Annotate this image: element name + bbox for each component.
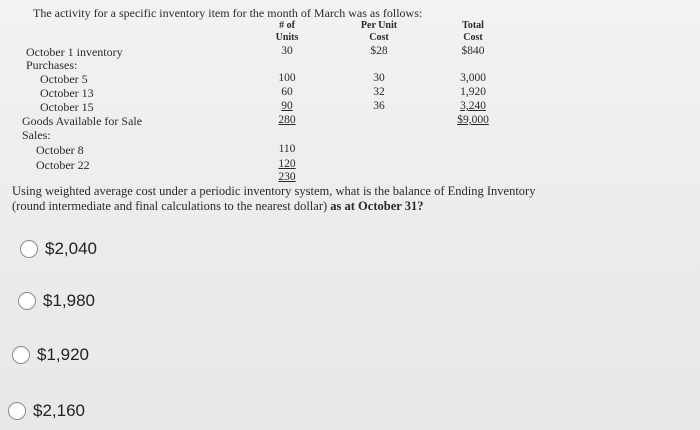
- purchase-oct15-label: October 15: [40, 100, 94, 114]
- beginning-inventory-label: October 1 inventory: [26, 45, 123, 59]
- purchase-oct13-unit-cost: 32: [373, 86, 385, 98]
- question-line2-normal: (round intermediate and final calculations to the nearest dollar): [12, 199, 328, 213]
- goods-available-label: Goods Available for Sale: [22, 114, 143, 128]
- sale-oct22-units: 120: [278, 158, 296, 170]
- units-header-line1: # of: [279, 20, 295, 31]
- radio-button-4[interactable]: [8, 402, 26, 420]
- unit-cost-header-line1: Per Unit: [360, 20, 398, 31]
- purchase-oct13-units: 60: [281, 86, 293, 98]
- total-cost-header-line1: Total: [462, 20, 484, 31]
- purchase-oct15-total: 3,240: [460, 100, 486, 112]
- purchase-oct5-unit-cost: 30: [373, 72, 385, 84]
- purchases-label: Purchases:: [26, 58, 78, 72]
- answer-option-2[interactable]: [18, 291, 95, 311]
- answer-option-1[interactable]: [20, 239, 97, 259]
- question-line2: [12, 199, 423, 214]
- units-header: [262, 20, 312, 44]
- purchase-oct5-total: 3,000: [460, 72, 486, 84]
- radio-button-2[interactable]: [18, 292, 36, 310]
- sales-total-units: 230: [278, 171, 296, 183]
- beginning-total: $840: [461, 45, 485, 57]
- answer-option-4[interactable]: [8, 401, 85, 421]
- unit-cost-header-line2: Cost: [369, 32, 389, 43]
- problem-title: The activity for a specific inventory item for the month of March was as follows:: [33, 6, 423, 20]
- purchase-oct13-total: 1,920: [460, 86, 486, 98]
- question-line1: Using weighted average cost under a periodic inventory system, what is the balance of Ending Inventory: [12, 184, 536, 198]
- radio-button-3[interactable]: [12, 346, 30, 364]
- purchase-oct15-unit-cost: 36: [373, 100, 385, 112]
- sales-label: Sales:: [22, 128, 51, 142]
- radio-button-1[interactable]: [20, 240, 38, 258]
- total-cost-header-line2: Cost: [463, 32, 483, 43]
- sale-oct8-label: October 8: [36, 143, 84, 157]
- answer-option-4-label[interactable]: $2,160: [33, 401, 85, 420]
- sale-oct22-label: October 22: [36, 158, 90, 172]
- purchase-oct5-units: 100: [278, 72, 296, 84]
- answer-option-2-label[interactable]: $1,980: [43, 291, 95, 310]
- sale-oct8-units: 110: [278, 143, 296, 155]
- purchase-oct5-label: October 5: [40, 72, 88, 86]
- goods-available-total: $9,000: [457, 114, 489, 126]
- answer-option-1-label[interactable]: $2,040: [45, 239, 97, 258]
- answer-option-3[interactable]: [12, 345, 89, 365]
- goods-available-units: 280: [278, 114, 296, 126]
- total-cost-header: [448, 20, 498, 44]
- question-line2-bold: as at October 31?: [330, 199, 424, 213]
- units-header-line2: Units: [275, 32, 299, 43]
- purchase-oct15-units: 90: [281, 100, 293, 112]
- beginning-unit-cost: $28: [370, 45, 388, 57]
- unit-cost-header: [348, 20, 410, 44]
- beginning-units: 30: [281, 45, 293, 57]
- answer-option-3-label[interactable]: $1,920: [37, 345, 89, 364]
- purchase-oct13-label: October 13: [40, 86, 94, 100]
